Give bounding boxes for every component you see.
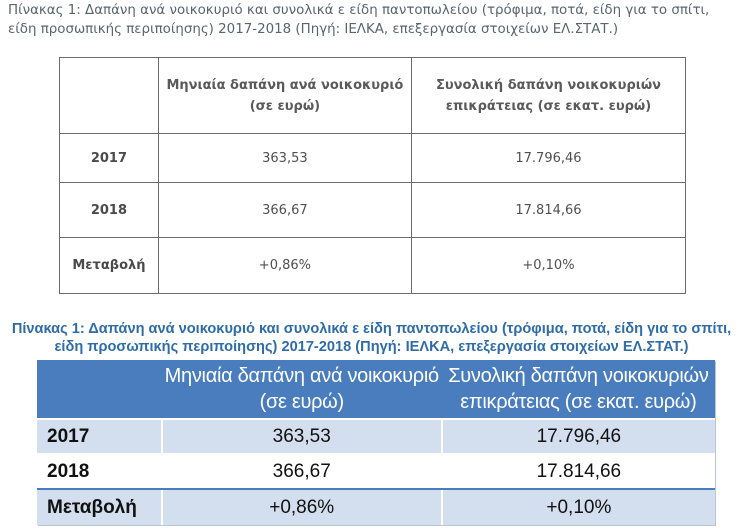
expenditure-table-styled bbox=[37, 360, 715, 525]
cell-monthly: 366,67 bbox=[158, 183, 411, 238]
expenditure-table-styled-wrapper bbox=[37, 360, 715, 525]
row-label: Μεταβολή bbox=[60, 238, 159, 294]
header-monthly-spend bbox=[162, 360, 442, 419]
header-monthly-line2: (σε ευρώ) bbox=[259, 391, 344, 413]
cell-monthly: +0,86% bbox=[158, 238, 411, 294]
cell-total: 17.814,66 bbox=[411, 183, 685, 238]
row-label: Μεταβολή bbox=[37, 489, 162, 525]
table-row bbox=[37, 419, 715, 454]
table-header-row bbox=[60, 58, 686, 134]
header-monthly-line1: Μηνιαία δαπάνη ανά νοικοκυριό bbox=[164, 365, 439, 387]
table-caption-styled: Πίνακας 1: Δαπάνη ανά νοικοκυριό και συνολικά ε είδη παντοπωλείου (τρόφιμα, ποτά, είδη για το σπίτι, είδη προσωπικής περιποίησης) 2017-2018 (Πηγή: ΙΕΛΚΑ, επεξεργασία στοιχείων ΕΛ.ΣΤΑΤ.) bbox=[11, 321, 732, 355]
table-row bbox=[37, 489, 715, 525]
row-label: 2017 bbox=[60, 134, 159, 183]
header-total-spend bbox=[442, 360, 715, 419]
header-total-line1: Συνολική δαπάνη νοικοκυριών bbox=[435, 77, 661, 93]
cell-monthly: +0,86% bbox=[162, 489, 442, 525]
cell-monthly: 363,53 bbox=[158, 134, 411, 183]
table-row bbox=[60, 183, 686, 238]
header-monthly-spend bbox=[158, 58, 411, 134]
cell-total: 17.796,46 bbox=[442, 419, 715, 454]
cell-monthly: 366,67 bbox=[162, 454, 442, 489]
header-empty-cell bbox=[37, 360, 162, 419]
row-label: 2017 bbox=[37, 419, 162, 454]
header-total-line1: Συνολική δαπάνη νοικοκυριών bbox=[448, 365, 709, 387]
cell-total: 17.796,46 bbox=[411, 134, 685, 183]
header-total-line2: επικράτειας (σε εκατ. ευρώ) bbox=[445, 98, 652, 114]
cell-total: +0,10% bbox=[442, 489, 715, 525]
table-row bbox=[60, 238, 686, 294]
header-monthly-line2: (σε ευρώ) bbox=[249, 98, 321, 114]
table-row bbox=[37, 454, 715, 489]
expenditure-table-plain bbox=[59, 57, 686, 294]
cell-monthly: 363,53 bbox=[162, 419, 442, 454]
row-label: 2018 bbox=[60, 183, 159, 238]
table-caption-plain: Πίνακας 1: Δαπάνη ανά νοικοκυριό και συνολικά ε είδη παντοπωλείου (τρόφιμα, ποτά, είδη για το σπίτι, είδη προσωπικής περιποίησης) 2017-2018 (Πηγή: ΙΕΛΚΑ, επεξεργασία στοιχείων ΕΛ.ΣΤΑΤ.) bbox=[8, 3, 710, 37]
header-total-line2: επικράτειας (σε εκατ. ευρώ) bbox=[460, 391, 697, 413]
header-monthly-line1: Μηνιαία δαπάνη ανά νοικοκυριό bbox=[166, 77, 404, 93]
header-empty-cell bbox=[60, 58, 159, 134]
header-total-spend bbox=[411, 58, 685, 134]
cell-total: +0,10% bbox=[411, 238, 685, 294]
cell-total: 17.814,66 bbox=[442, 454, 715, 489]
table-row bbox=[60, 134, 686, 183]
table-header-row bbox=[37, 360, 715, 419]
row-label: 2018 bbox=[37, 454, 162, 489]
